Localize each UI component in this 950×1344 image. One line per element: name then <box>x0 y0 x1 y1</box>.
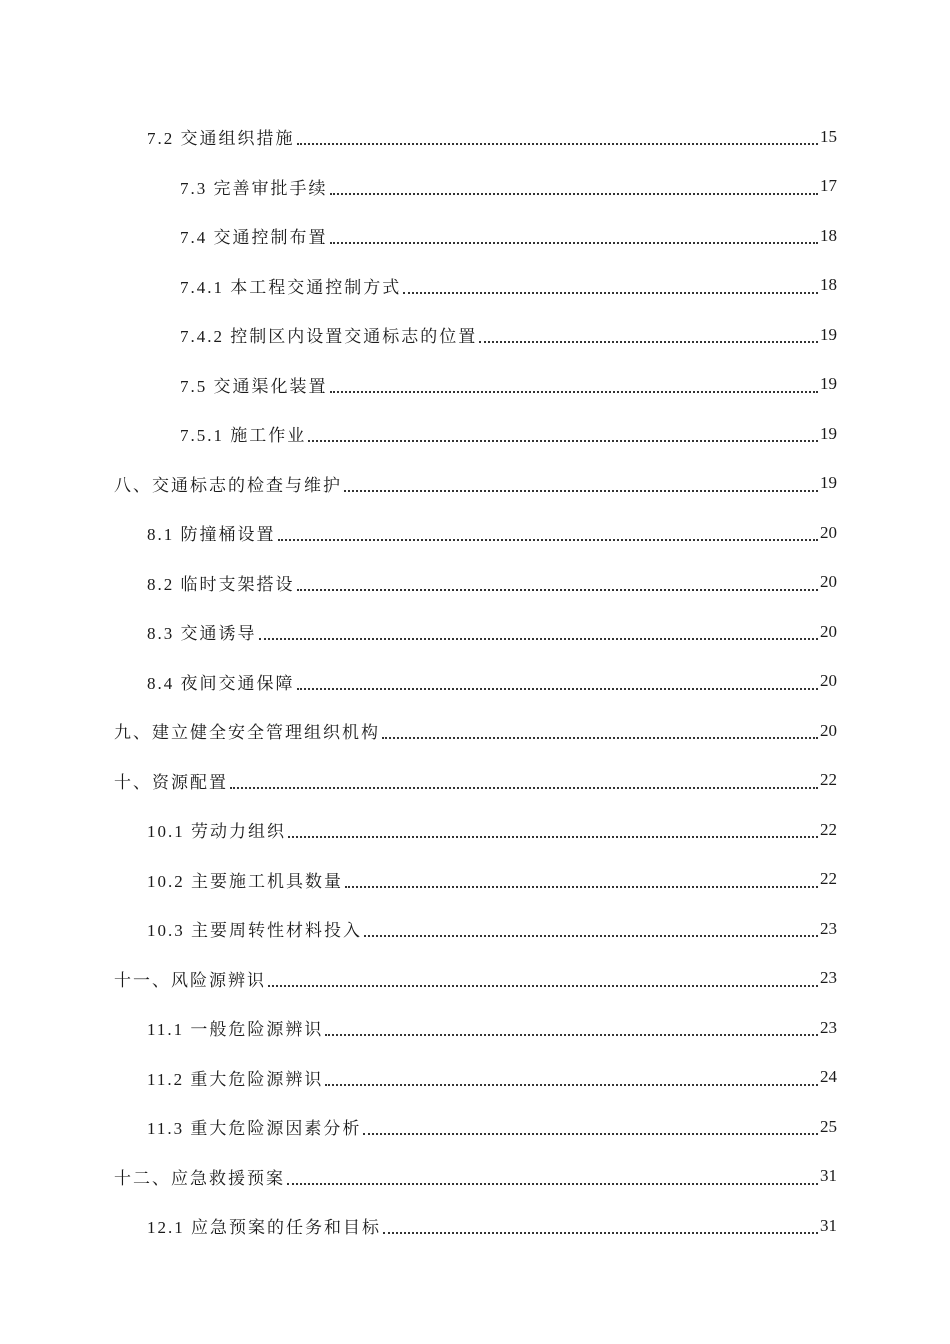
toc-entry-page: 15 <box>820 126 837 146</box>
toc-entry-title: 10.3 主要周转性材料投入 <box>147 921 362 941</box>
toc-dot-leader <box>308 423 818 442</box>
toc-dot-leader <box>287 1166 818 1185</box>
toc-entry-title: 10.1 劳动力组织 <box>147 822 286 842</box>
toc-entry[interactable] <box>0 409 950 459</box>
toc-entry-title: 十二、应急救援预案 <box>114 1168 285 1188</box>
toc-entry[interactable] <box>0 904 950 954</box>
toc-entry-title: 8.3 交通诱导 <box>147 624 257 644</box>
toc-dot-leader <box>330 225 819 244</box>
toc-dot-leader <box>288 819 818 838</box>
toc-entry-title: 7.4 交通控制布置 <box>180 228 328 248</box>
toc-entry-page: 19 <box>820 473 837 493</box>
toc-entry-page: 19 <box>820 423 837 443</box>
toc-entry-page: 23 <box>820 918 837 938</box>
toc-entry[interactable] <box>0 310 950 360</box>
toc-entry-page: 31 <box>820 1166 837 1186</box>
toc-entry-title: 八、交通标志的检查与维护 <box>114 475 342 495</box>
toc-entry-page: 18 <box>820 275 837 295</box>
toc-entry-page: 23 <box>820 1017 837 1037</box>
toc-entry-title: 7.2 交通组织措施 <box>147 129 295 149</box>
toc-entry-title: 7.5.1 施工作业 <box>180 426 307 446</box>
toc-entry-page: 24 <box>820 1067 837 1087</box>
toc-entry[interactable] <box>0 508 950 558</box>
toc-entry[interactable] <box>0 607 950 657</box>
toc-entry-title: 7.4.2 控制区内设置交通标志的位置 <box>180 327 478 347</box>
toc-dot-leader <box>330 176 819 195</box>
toc-dot-leader <box>259 621 819 640</box>
toc-entry[interactable] <box>0 1053 950 1103</box>
toc-entry-page: 20 <box>820 720 837 740</box>
toc-entry-title: 11.2 重大危险源辨识 <box>147 1069 324 1089</box>
toc-entry-title: 7.4.1 本工程交通控制方式 <box>180 277 402 297</box>
toc-entry[interactable] <box>0 459 950 509</box>
toc-entry[interactable] <box>0 756 950 806</box>
toc-entry-title: 8.1 防撞桶设置 <box>147 525 276 545</box>
toc-dot-leader <box>230 770 818 789</box>
toc-dot-leader <box>297 126 819 145</box>
toc-entry-title: 8.4 夜间交通保障 <box>147 673 295 693</box>
toc-entry-page: 20 <box>820 522 837 542</box>
toc-entry[interactable] <box>0 1102 950 1152</box>
toc-entry[interactable] <box>0 1003 950 1053</box>
toc-dot-leader <box>325 1017 818 1036</box>
toc-entry-title: 7.3 完善审批手续 <box>180 178 328 198</box>
toc-entry-title: 十、资源配置 <box>114 772 228 792</box>
toc-entry[interactable] <box>0 954 950 1004</box>
toc-dot-leader <box>344 473 818 492</box>
toc-entry-title: 12.1 应急预案的任务和目标 <box>147 1218 381 1238</box>
toc-entry[interactable] <box>0 112 950 162</box>
toc-entry[interactable] <box>0 1152 950 1202</box>
toc-entry-title: 8.2 临时支架搭设 <box>147 574 295 594</box>
toc-entry-title: 11.1 一般危险源辨识 <box>147 1020 324 1040</box>
toc-dot-leader <box>325 1067 818 1086</box>
toc-entry-title: 十一、风险源辨识 <box>114 970 266 990</box>
toc-dot-leader <box>278 522 819 541</box>
toc-entry-page: 25 <box>820 1116 837 1136</box>
toc-entry-page: 18 <box>820 225 837 245</box>
toc-entry[interactable] <box>0 805 950 855</box>
toc-entry-page: 20 <box>820 671 837 691</box>
toc-entry-title: 九、建立健全安全管理组织机构 <box>114 723 380 743</box>
toc-entry[interactable] <box>0 162 950 212</box>
toc-entry-page: 22 <box>820 819 837 839</box>
toc-dot-leader <box>403 275 818 294</box>
toc-entry-title: 11.3 重大危险源因素分析 <box>147 1119 362 1139</box>
toc-entry-page: 23 <box>820 968 837 988</box>
toc-dot-leader <box>363 1116 818 1135</box>
toc-dot-leader <box>330 374 819 393</box>
toc-dot-leader <box>297 572 819 591</box>
toc-entry-title: 7.5 交通渠化装置 <box>180 376 328 396</box>
toc-dot-leader <box>479 324 818 343</box>
toc-entry-page: 19 <box>820 374 837 394</box>
toc-entry[interactable] <box>0 855 950 905</box>
toc-entry-page: 20 <box>820 621 837 641</box>
toc-entry[interactable] <box>0 558 950 608</box>
toc-entry-page: 17 <box>820 176 837 196</box>
toc-entry[interactable] <box>0 1201 950 1251</box>
toc-entry-page: 22 <box>820 770 837 790</box>
table-of-contents <box>0 112 950 1251</box>
toc-dot-leader <box>268 968 818 987</box>
toc-entry-page: 19 <box>820 324 837 344</box>
toc-entry[interactable] <box>0 706 950 756</box>
toc-entry-title: 10.2 主要施工机具数量 <box>147 871 343 891</box>
toc-dot-leader <box>383 1215 818 1234</box>
toc-entry-page: 31 <box>820 1215 837 1235</box>
toc-dot-leader <box>364 918 818 937</box>
toc-entry-page: 22 <box>820 869 837 889</box>
toc-entry[interactable] <box>0 261 950 311</box>
toc-entry-page: 20 <box>820 572 837 592</box>
toc-entry[interactable] <box>0 657 950 707</box>
toc-dot-leader <box>345 869 818 888</box>
toc-entry[interactable] <box>0 360 950 410</box>
toc-dot-leader <box>382 720 818 739</box>
toc-entry[interactable] <box>0 211 950 261</box>
toc-dot-leader <box>297 671 819 690</box>
